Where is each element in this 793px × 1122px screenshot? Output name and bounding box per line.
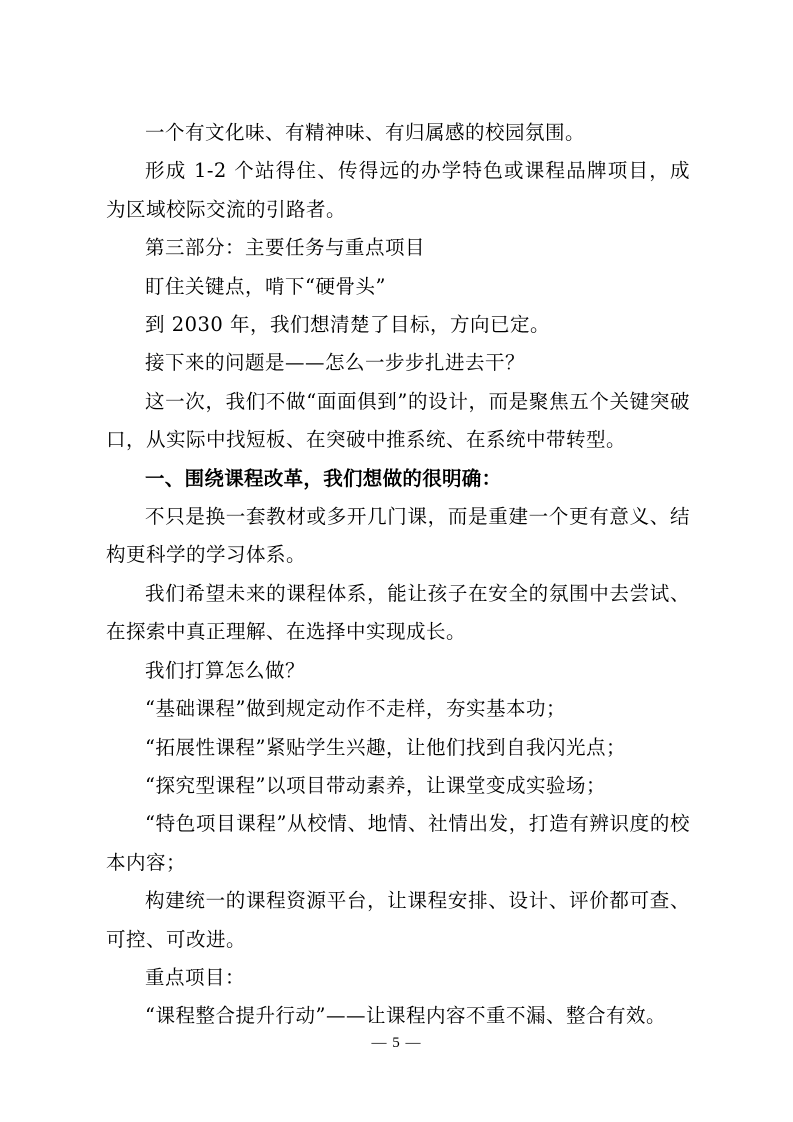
- heading-curriculum-reform: 一、围绕课程改革，我们想做的很明确：: [145, 466, 502, 490]
- page-number: — 5 —: [371, 1035, 422, 1051]
- document-body: [106, 114, 690, 1036]
- paragraph-five-breakthroughs: 这一次，我们不做“面面俱到”的设计，而是聚焦五个关键突破口，从实际中找短板、在突破中推系统、在系统中带转型。: [106, 389, 690, 452]
- paragraph-key-projects-label: 重点项目：: [145, 965, 246, 989]
- list-item-featured-courses: “特色项目课程”从校情、地情、社情出发，打造有辨识度的校本内容；: [106, 812, 690, 874]
- paragraph-campus-atmosphere: 一个有文化味、有精神味、有归属感的校园氛围。: [145, 121, 586, 144]
- paragraph-rebuild-learning-system: 不只是换一套教材或多开几门课，而是重建一个更有意义、结构更科学的学习体系。: [106, 505, 690, 567]
- paragraph-brand-projects: 形成 1-2 个站得住、传得远的办学特色或课程品牌项目，成为区域校际交流的引路者。: [106, 159, 690, 221]
- paragraph-next-question: 接下来的问题是——怎么一步步扎进去干？: [145, 351, 526, 375]
- list-item-inquiry-courses: “探究型课程”以项目带动素养，让课堂变成实验场；: [145, 773, 606, 797]
- paragraph-integration-action: “课程整合提升行动”——让课程内容不重不漏、整合有效。: [145, 1004, 666, 1028]
- list-item-extended-courses: “拓展性课程”紧贴学生兴趣，让他们找到自我闪光点；: [145, 735, 626, 759]
- paragraph-how-to-do: 我们打算怎么做？: [145, 658, 306, 682]
- paragraph-future-curriculum: 我们希望未来的课程体系，能让孩子在安全的氛围中去尝试、在探索中真正理解、在选择中实现成长。: [106, 581, 690, 644]
- paragraph-resource-platform: 构建统一的课程资源平台，让课程安排、设计、评价都可查、可控、可改进。: [106, 889, 690, 951]
- paragraph-goal-2030: 到 2030 年，我们想清楚了目标，方向已定。: [145, 313, 551, 337]
- list-item-basic-courses: “基础课程”做到规定动作不走样，夯实基本功；: [145, 697, 566, 721]
- section-subtitle: 盯住关键点，啃下“硬骨头”: [145, 274, 386, 298]
- section-title-part-three: 第三部分：主要任务与重点项目: [145, 236, 426, 260]
